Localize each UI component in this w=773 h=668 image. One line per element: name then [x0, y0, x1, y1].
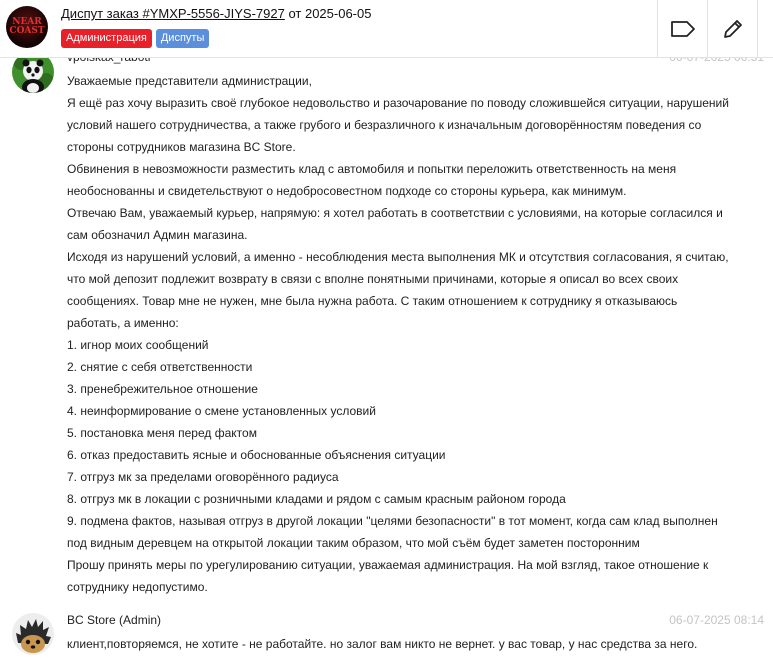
shop-logo-icon: NEAR COAST [9, 17, 45, 36]
message-time: 06-07-2025 08:14 [669, 613, 764, 627]
message-line: Прошу принять меры по урегулированию ситуации, уважаемая администрация. На мой взгляд, такое отношение к [67, 558, 709, 572]
message-line: стороны сотрудников магазина BC Store. [67, 140, 296, 154]
message-line: работать, а именно: [67, 316, 179, 330]
message-line: Исходя из нарушений условий, а именно - несоблюдения места выполнения МК и отсутствия согласования, я считаю, [67, 250, 729, 264]
message-line: сам обозначил Админ магазина. [67, 228, 248, 242]
message-line: 2. снятие с себя ответственности [67, 360, 253, 374]
message-line: сотруднику недопустимо. [67, 580, 208, 594]
message-line: 6. отказ предоставить ясные и обоснованные объяснения ситуации [67, 448, 446, 462]
tag-admin[interactable]: Администрация [61, 29, 152, 48]
message-line: 5. постановка меня перед фактом [67, 426, 257, 440]
message-line: необоснованны и свидетельствуют о недобросовестном подходе со стороны курьера, как минимум. [67, 184, 627, 198]
message-line: сообщениях. Товар мне не нужен, мне была нужна работа. С таким отношением к сотруднику я отказываюсь [67, 294, 678, 308]
message-line: клиент,повторяемся, не хотите - не работайте. но залог вам никто не вернет. у вас товар, у нас средства за него. [67, 637, 698, 651]
author-name[interactable]: BC Store (Admin) [67, 613, 162, 627]
message-line: Я ещё раз хочу выразить своё глубокое недовольство и разочарование по поводу сложившейся ситуации, нарушений [67, 96, 729, 110]
message-line: Отвечаю Вам, уважаемый курьер, напрямую: я хотел работать в соответствии с условиями, на которые согласился и [67, 206, 723, 220]
message-line: 4. неинформирование о смене установленных условий [67, 404, 376, 418]
message-line: Обвинения в невозможности разместить клад с автомобиля и попытки переложить ответственность на меня [67, 162, 677, 176]
shop-avatar[interactable] [6, 6, 48, 48]
dispute-header [0, 0, 773, 58]
message-line: 9. подмена фактов, называя отгруз в другой локации "целями безопасности" в тот момент, когда сам клад выполнен [67, 514, 718, 528]
more-button[interactable] [757, 0, 773, 57]
tag-button[interactable] [657, 0, 708, 57]
pencil-icon [722, 18, 744, 40]
message-line: 8. отгруз мк в локации с розничными кладами и рядом с самым красным районом города [67, 492, 566, 506]
message-line: 7. отгруз мк за пределами оговорённого радиуса [67, 470, 339, 484]
edit-button[interactable] [707, 0, 758, 57]
message-text [67, 70, 767, 598]
message-line: что мой депозит подлежит возврату в связи с вполне понятными причинами, которые я описал во всех своих [67, 272, 679, 286]
hedgehog-avatar[interactable] [12, 613, 54, 655]
message-text [67, 633, 767, 655]
tag-list [61, 28, 213, 48]
tag-icon [670, 20, 696, 38]
title-date: от 2025-06-05 [284, 6, 372, 21]
page-title [61, 6, 371, 21]
message-line: под видным деревцем на открытой локации таким образом, что мой съём будет заметен посторонним [67, 536, 640, 550]
message-line: Уважаемые представители администрации, [67, 74, 312, 88]
tag-disputes[interactable]: Диспуты [156, 29, 210, 48]
message-line: 3. пренебрежительное отношение [67, 382, 258, 396]
message-line: условий нашего сотрудничества, а также грубого и безразличного к изначальным договорённостям поведения со [67, 118, 702, 132]
order-link[interactable]: Диспут заказ #YMXP-5556-JIYS-7927 [61, 6, 285, 21]
message-line: 1. игнор моих сообщений [67, 338, 209, 352]
